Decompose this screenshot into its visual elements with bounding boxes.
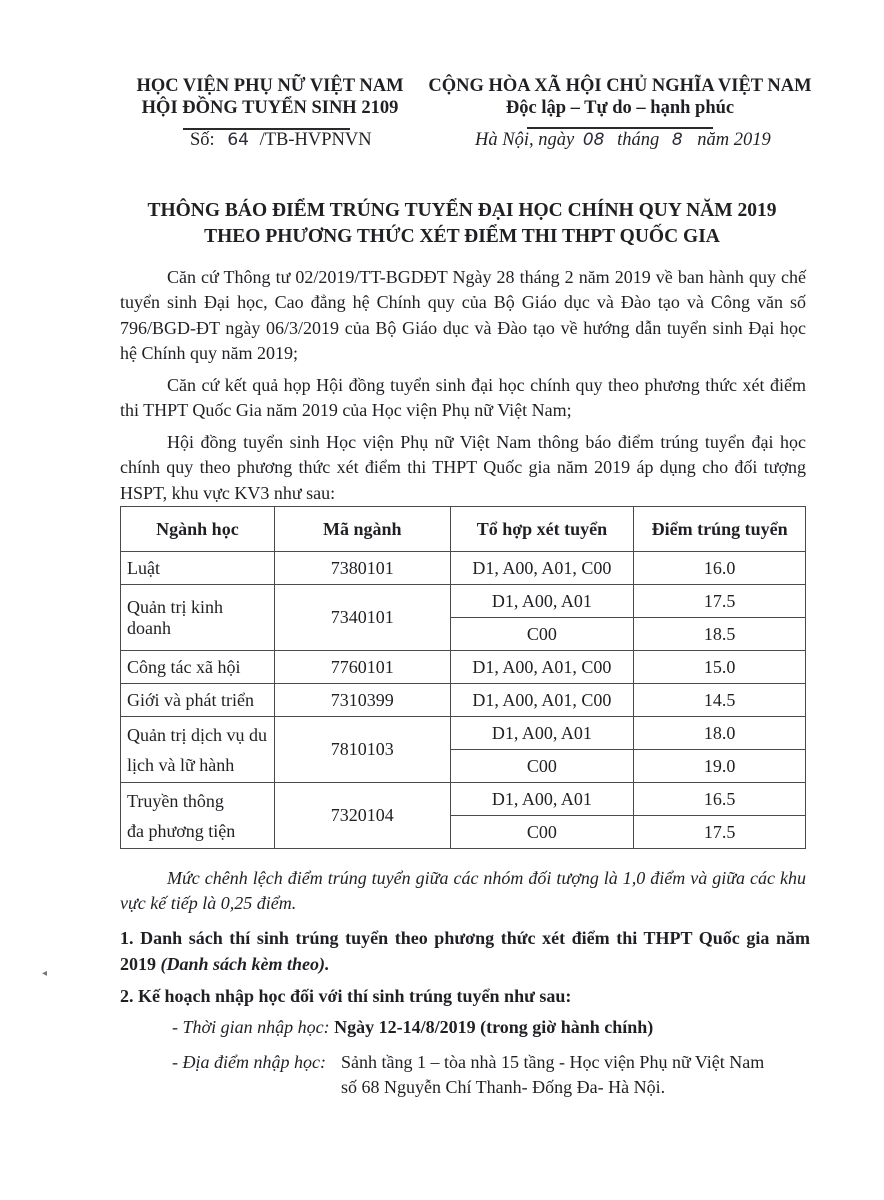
table-row <box>121 717 806 750</box>
motto: Độc lập – Tự do – hạnh phúc <box>505 98 735 118</box>
header-combination: Tổ hợp xét tuyển <box>450 507 634 552</box>
date-day-handwritten: 08 <box>582 130 605 150</box>
score: 17.5 <box>634 585 806 618</box>
date-month-label: tháng <box>617 130 660 150</box>
nation-name: CỘNG HÒA XÃ HỘI CHỦ NGHĨA VIỆT NAM <box>428 76 812 96</box>
paragraph-meeting-result: Căn cứ kết quả họp Hội đồng tuyển sinh đại học chính quy theo phương thức xét điểm thi THPT Quốc Gia năm 2019 của Học viện Phụ nữ Việt Nam; <box>120 375 806 421</box>
major-name: Công tác xã hội <box>121 651 275 684</box>
document-date <box>475 130 771 151</box>
document-title-line1: THÔNG BÁO ĐIỂM TRÚNG TUYỂN ĐẠI HỌC CHÍNH QUY NĂM 2019 <box>147 200 777 221</box>
section-2-heading: 2. Kế hoạch nhập học đối với thí sinh trúng tuyển như sau: <box>120 986 572 1006</box>
table-row <box>121 651 806 684</box>
table-header-row <box>121 507 806 552</box>
major-name: Quản trị kinh doanh <box>121 585 275 651</box>
combination: C00 <box>450 750 634 783</box>
date-year: năm 2019 <box>697 130 771 150</box>
paragraph-announcement: Hội đồng tuyển sinh Học viện Phụ nữ Việt Nam thông báo điểm trúng tuyển đại học chính quy theo phương thức xét điểm thi THPT Quốc gia năm 2019 áp dụng cho đối tượng HSPT, khu vực KV3 như sau: <box>120 432 806 503</box>
section-1-text: 1. Danh sách thí sinh trúng tuyển theo phương thức xét điểm thi THPT Quốc gia năm 2019 <box>120 928 810 974</box>
enrollment-time-label: - Thời gian nhập học: <box>172 1017 330 1037</box>
document-number-suffix: /TB-HVPNVN <box>259 130 372 150</box>
score: 18.5 <box>634 618 806 651</box>
section-1 <box>120 925 810 977</box>
table-row <box>121 585 806 618</box>
date-month-handwritten: 8 <box>671 130 683 150</box>
combination: C00 <box>450 816 634 849</box>
enrollment-place-line2: số 68 Nguyễn Chí Thanh- Đống Đa- Hà Nội. <box>341 1077 666 1097</box>
major-name: Truyền thông đa phương tiện <box>121 783 275 849</box>
major-code: 7320104 <box>274 783 450 849</box>
major-code: 7380101 <box>274 552 450 585</box>
score: 14.5 <box>634 684 806 717</box>
score-difference-note: Mức chênh lệch điểm trúng tuyển giữa các nhóm đối tượng là 1,0 điểm và giữa các khu vực kế tiếp là 0,25 điểm. <box>120 868 806 914</box>
score: 16.5 <box>634 783 806 816</box>
document-number <box>190 130 372 151</box>
score: 16.0 <box>634 552 806 585</box>
header-code: Mã ngành <box>274 507 450 552</box>
combination: D1, A00, A01 <box>450 717 634 750</box>
document-title-line2: THEO PHƯƠNG THỨC XÉT ĐIỂM THI THPT QUỐC GIA <box>204 226 720 247</box>
date-place: Hà Nội, ngày <box>475 130 575 150</box>
header-score: Điểm trúng tuyển <box>634 507 806 552</box>
enrollment-place-label: - Địa điểm nhập học: <box>172 1052 326 1072</box>
section-1-attachment-note: (Danh sách kèm theo). <box>160 954 330 974</box>
document-number-handwritten: 64 <box>227 130 249 150</box>
score: 19.0 <box>634 750 806 783</box>
table-row <box>121 684 806 717</box>
paragraph-legal-basis: Căn cứ Thông tư 02/2019/TT-BGDĐT Ngày 28 tháng 2 năm 2019 về ban hành quy chế tuyển sinh Đại học, Cao đẳng hệ Chính quy của Bộ Giáo dục và Đào tạo và Công văn số 796/BGD-ĐT ngày 06/3/2019 của Bộ Giáo dục và Đào tạo về hướng dẫn tuyển sinh Đại học hệ Chính quy năm 2019; <box>120 267 806 363</box>
header-major: Ngành học <box>121 507 275 552</box>
major-name: Luật <box>121 552 275 585</box>
table-row <box>121 552 806 585</box>
table-row <box>121 783 806 816</box>
enrollment-place-line1: Sảnh tầng 1 – tòa nhà 15 tầng - Học viện Phụ nữ Việt Nam <box>341 1052 765 1072</box>
combination: D1, A00, A01, C00 <box>450 651 634 684</box>
major-code: 7810103 <box>274 717 450 783</box>
score: 18.0 <box>634 717 806 750</box>
score: 17.5 <box>634 816 806 849</box>
major-name: Quản trị dịch vụ du lịch và lữ hành <box>121 717 275 783</box>
major-code: 7310399 <box>274 684 450 717</box>
enrollment-time <box>172 1017 653 1038</box>
combination: D1, A00, A01 <box>450 585 634 618</box>
header-right-underline <box>527 127 713 129</box>
admission-score-table <box>120 506 806 849</box>
organization-name: HỌC VIỆN PHỤ NỮ VIỆT NAM <box>136 76 404 96</box>
major-name: Giới và phát triển <box>121 684 275 717</box>
combination: D1, A00, A01 <box>450 783 634 816</box>
combination: C00 <box>450 618 634 651</box>
major-code: 7340101 <box>274 585 450 651</box>
score: 15.0 <box>634 651 806 684</box>
enrollment-time-value: Ngày 12-14/8/2019 (trong giờ hành chính) <box>334 1017 654 1037</box>
scan-mark: ◂ <box>42 968 48 979</box>
major-code: 7760101 <box>274 651 450 684</box>
council-name: HỘI ĐỒNG TUYỂN SINH 2109 <box>141 98 399 118</box>
combination: D1, A00, A01, C00 <box>450 552 634 585</box>
document-number-prefix: Số: <box>190 130 215 150</box>
combination: D1, A00, A01, C00 <box>450 684 634 717</box>
